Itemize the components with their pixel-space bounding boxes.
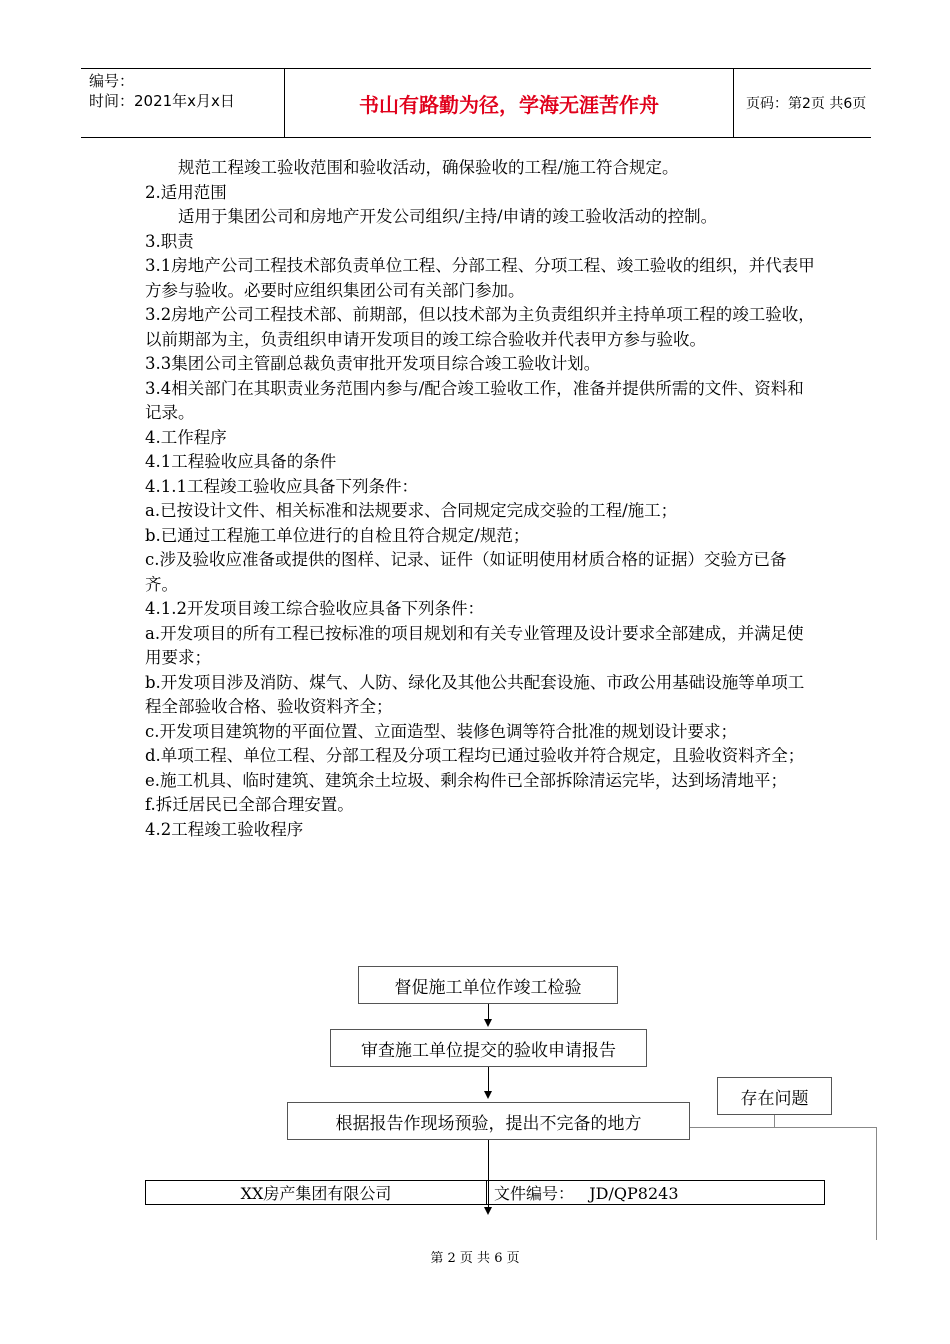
paragraph: 3.4相关部门在其职责业务范围内参与/配合竣工验收工作，准备并提供所需的文件、资料和记录。 [145,378,804,422]
paragraph: 4.工作程序 [145,427,227,447]
paragraph: d.单项工程、单位工程、分部工程及分项工程均已通过验收并符合规定，且验收资料齐全； [145,746,805,765]
paragraph: 4.2工程竣工验收程序 [145,819,304,839]
paragraph: 2.适用范围 [145,182,227,202]
flow-step-3: 根据报告作现场预验，提出不完备的地方 [287,1102,690,1140]
flow-connector-1 [488,1004,489,1020]
company-footer-table [145,1180,825,1205]
paragraph: 适用于集团公司和房地产开发公司组织/主持/申请的竣工验收活动的控制。 [178,207,718,226]
paragraph: b.开发项目涉及消防、煤气、人防、绿化及其他公共配套设施、市政公用基础设施等单项工程全部验收合格、验收资料齐全； [145,672,805,716]
flow-arrow-2 [484,1091,492,1099]
flow-step-1: 督促施工单位作竣工检验 [358,966,618,1004]
paragraph: a.已按设计文件、相关标准和法规要求、合同规定完成交验的工程/施工； [145,501,678,520]
paragraph: 3.1房地产公司工程技术部负责单位工程、分部工程、分项工程、竣工验收的组织，并代表甲方参与验收。必要时应组织集团公司有关部门参加。 [145,256,815,300]
page-number-footer: 第 2 页 共 6 页 [430,1251,520,1266]
flow-connector-2 [488,1067,489,1092]
header-page-code: 页码：第2页 共6页 [746,96,867,112]
document-number-label: 编号： [89,72,135,90]
paragraph: 4.1工程验收应具备的条件 [145,452,337,471]
flow-arrow-1 [484,1019,492,1027]
paragraph: 4.1.2开发项目竣工综合验收应具备下列条件： [145,599,484,618]
paragraph: 规范工程竣工验收范围和验收活动，确保验收的工程/施工符合规定。 [178,158,679,177]
flow-loop-line-v [876,1127,877,1240]
flow-issue-connector [774,1115,775,1127]
document-time: 时间：2021年x月x日 [89,92,235,110]
paragraph: f.拆迁居民已全部合理安置。 [145,795,354,814]
paragraph: c.开发项目建筑物的平面位置、立面造型、装修色调等符合批准的规划设计要求； [145,721,737,741]
flow-arrow-3 [484,1207,492,1215]
header-meta [81,69,284,137]
doc-number: 文件编号： JD/QP8243 [494,1184,679,1203]
document-body [145,156,815,842]
paragraph: e.施工机具、临时建筑、建筑余土垃圾、剩余构件已全部拆除清运完毕，达到场清地平； [145,770,788,790]
paragraph: 4.1.1工程竣工验收应具备下列条件： [145,476,418,496]
flow-loop-line-h [690,1127,876,1128]
paragraph: b.已通过工程施工单位进行的自检且符合规定/规范； [145,525,530,545]
paragraph: c.涉及验收应准备或提供的图样、记录、证件（如证明使用材质合格的证据）交验方已备齐。 [145,550,787,594]
header-motto: 书山有路勤为径，学海无涯苦作舟 [284,69,734,137]
paragraph: 3.2房地产公司工程技术部、前期部，但以技术部为主负责组织并主持单项工程的竣工验收，以前期部为主，负责组织申请开发项目的竣工综合验收并代表甲方参与验收。 [145,305,815,349]
paragraph: 3.职责 [145,231,194,251]
flow-step-2: 审查施工单位提交的验收申请报告 [330,1029,647,1067]
paragraph: a.开发项目的所有工程已按标准的项目规划和有关专业管理及设计要求全部建成，并满足使用要求； [145,623,804,667]
flow-issue-box: 存在问题 [717,1077,832,1115]
page-header [81,68,871,138]
company-name: XX房产集团有限公司 [146,1181,487,1204]
paragraph: 3.3集团公司主管副总裁负责审批开发项目综合竣工验收计划。 [145,354,601,373]
